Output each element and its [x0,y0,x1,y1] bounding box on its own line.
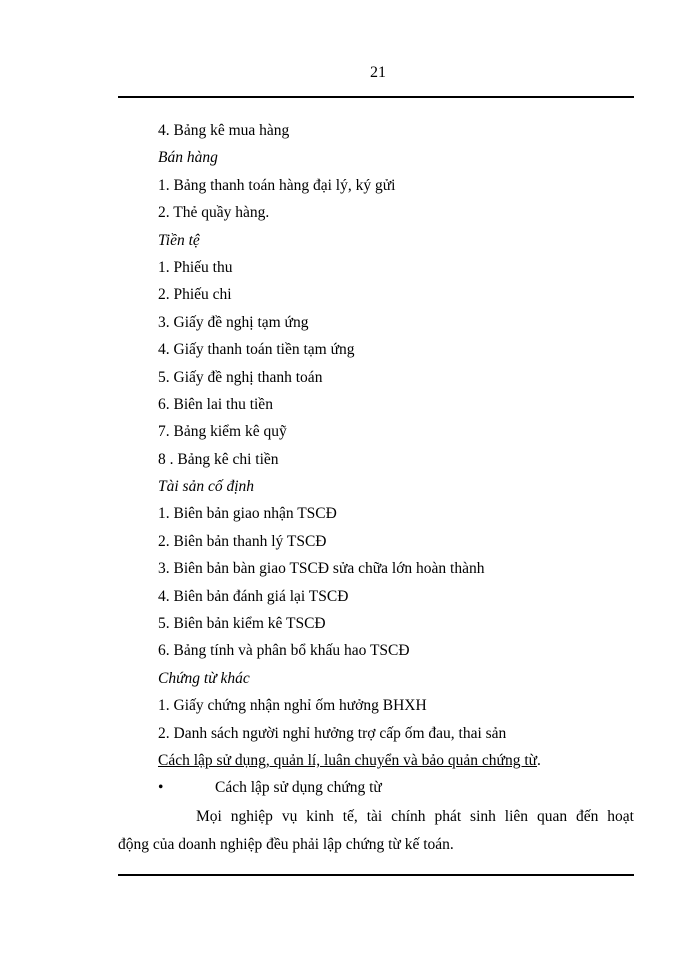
bullet-symbol: • [158,779,164,797]
list-item [158,500,634,527]
bullet-text: Cách lập sử dụng chứng từ [215,779,382,797]
line-text: 4. Bảng kê mua hàng [158,122,290,139]
list-item [158,336,634,363]
list-item [158,254,634,281]
section-heading [158,144,634,171]
page-number: 21 [370,64,386,81]
underlined-heading [158,747,634,774]
list-item [158,281,634,308]
list-item [158,391,634,418]
line-text: 1. Bảng thanh toán hàng đại lý, ký gửi [158,176,396,194]
line-text: 2. Phiếu chi [158,286,232,304]
footer-rule [118,874,634,876]
line-text: 2. Danh sách người nghỉ hưởng trợ cấp ốm đau, thai sản [158,724,507,742]
line-text: 2. Biên bản thanh lý TSCĐ [158,532,327,550]
line-text: 4. Giấy thanh toán tiền tạm ứng [158,341,355,359]
line-text: 1. Biên bản giao nhận TSCĐ [158,505,337,523]
list-item [158,117,634,144]
section-heading [158,665,634,692]
list-item [158,446,634,473]
list-item [158,610,634,637]
list-item [158,309,634,336]
line-text: 8 . Bảng kê chi tiền [158,450,279,468]
list-item [158,172,634,199]
list-item [158,583,634,610]
line-text: Bán hàng [158,149,218,167]
list-item [158,528,634,555]
list-item [158,364,634,391]
line-text: 3. Biên bản bàn giao TSCĐ sửa chữa lớn hoàn thành [158,560,485,578]
list-item [158,692,634,719]
line-text: 5. Giấy đề nghị thanh toán [158,368,323,386]
bullet-item [158,774,634,801]
line-text: 2. Thẻ quầy hàng. [158,204,270,222]
line-text: 4. Biên bản đánh giá lại TSCĐ [158,587,349,605]
paragraph-line-1: Mọi nghiệp vụ kinh tế, tài chính phát sinh liên quan đến hoạt [196,808,634,825]
line-text: Chứng từ khác [158,669,250,687]
list-item [158,199,634,226]
line-text: 1. Giấy chứng nhận nghỉ ốm hưởng BHXH [158,697,427,715]
section-heading [158,227,634,254]
line-text: Tiền tệ [158,231,200,249]
section-heading [158,473,634,500]
document-body [158,117,634,802]
line-text: 7. Bảng kiểm kê quỹ [158,423,287,441]
line-text: Cách lập sử dụng, quản lí, luân chuyển và bảo quản chứng từ [158,751,538,769]
line-text: Tài sản cố định [158,478,255,496]
line-text: 5. Biên bản kiểm kê TSCĐ [158,615,326,633]
line-text: 6. Biên lai thu tiền [158,395,273,413]
list-item [158,555,634,582]
list-item [158,720,634,747]
list-item [158,637,634,664]
paragraph-line-2: động của doanh nghiệp đều phải lập chứng từ kế toán. [118,836,454,853]
line-suffix: . [537,751,541,769]
line-text: 1. Phiếu thu [158,258,233,276]
body-paragraph [118,803,634,859]
list-item [158,418,634,445]
header-rule [118,96,634,98]
line-text: 6. Bảng tính và phân bổ khấu hao TSCĐ [158,642,410,660]
document-lines [158,117,634,774]
line-text: 3. Giấy đề nghị tạm ứng [158,313,309,331]
